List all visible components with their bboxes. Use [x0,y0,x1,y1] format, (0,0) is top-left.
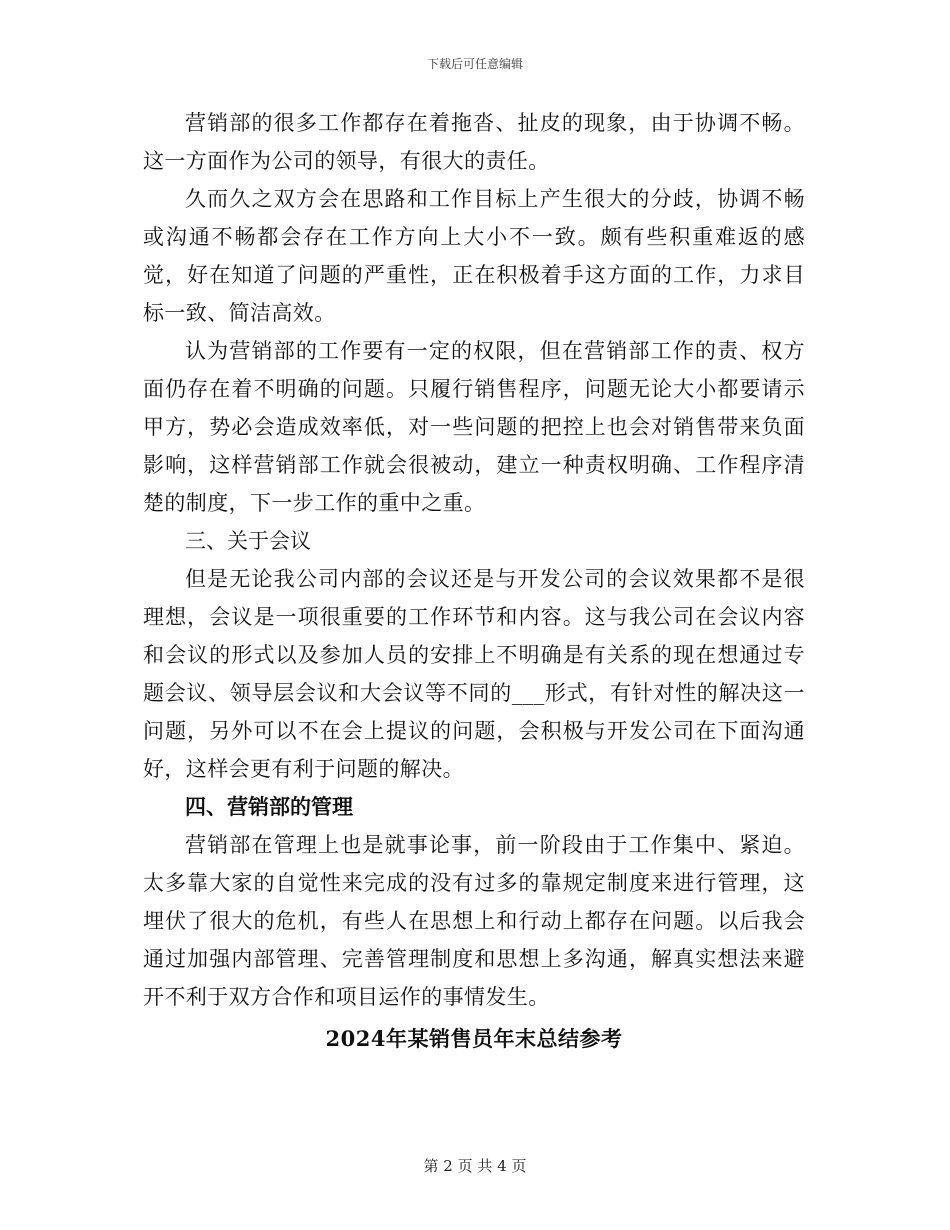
paragraph-4: 但是无论我公司内部的会议还是与开发公司的会议效果都不是很理想，会议是一项很重要的工作环节和内容。这与我公司在会议内容和会议的形式以及参加人员的安排上不明确是有关系的现在想通过专题会议、领导层会议和大会议等不同的___形式，有针对性的解决这一问题，另外可以不在会上提议的问题，会积极与开发公司在下面沟通好，这样会更有利于问题的解决。 [143,567,805,781]
paragraph-5: 营销部在管理上也是就事论事，前一阶段由于工作集中、紧迫。太多靠大家的自觉性来完成的没有过多的靠规定制度来进行管理，这埋伏了很大的危机，有些人在思想上和行动上都存在问题。以后我会通过加强内部管理、完善管理制度和思想上多沟通，解真实想法来避开不利于双方合作和项目运作的事情发生。 [143,833,805,1009]
document-title: 2024年某销售员年末总结参考 [325,1026,623,1051]
paragraph-3: 认为营销部的工作要有一定的权限，但在营销部工作的责、权方面仍存在着不明确的问题。只履行销售程序，问题无论大小都要请示甲方，势必会造成效率低，对一些问题的把控上也会对销售带来负面影响，这样营销部工作就会很被动，建立一种责权明确、工作程序清楚的制度，下一步工作的重中之重。 [143,339,805,515]
section-heading-meetings: 三、关于会议 [185,529,311,553]
document-body [143,104,805,1058]
header-note: 下载后可任意编辑 [426,57,523,71]
section-heading-management: 四、营销部的管理 [185,794,353,819]
page-number: 第 2 页 共 4 页 [423,1157,527,1175]
paragraph-1: 营销部的很多工作都存在着拖沓、扯皮的现象，由于协调不畅。这一方面作为公司的领导，有很大的责任。 [143,111,805,173]
paragraph-2: 久而久之双方会在思路和工作目标上产生很大的分歧，协调不畅或沟通不畅都会存在工作方向上大小不一致。颇有些积重难返的感觉，好在知道了问题的严重性，正在积极着手这方面的工作，力求目标一致、简洁高效。 [143,187,805,325]
